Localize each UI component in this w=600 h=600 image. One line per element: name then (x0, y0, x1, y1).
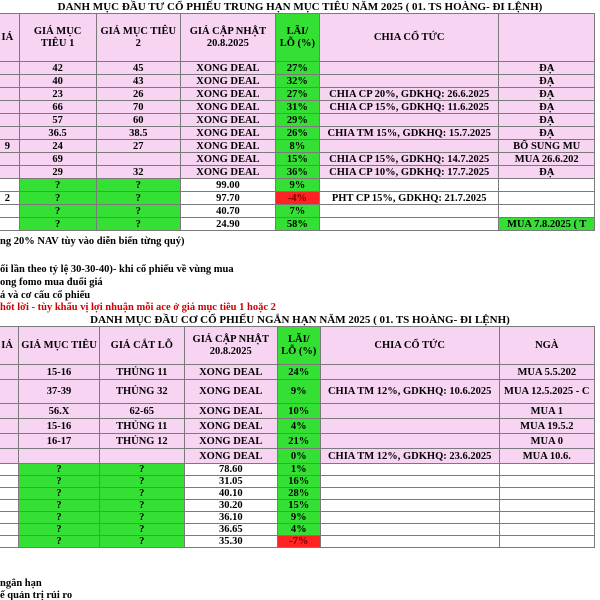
table-row (0, 140, 595, 153)
cell-col-4[interactable]: 31% (275, 101, 319, 114)
table-row (0, 75, 595, 88)
cell-col-3[interactable]: 40.10 (184, 488, 277, 500)
cell-col-2[interactable]: 26 (96, 88, 181, 101)
cell-col-1[interactable]: 57 (19, 114, 96, 127)
cell-col-4[interactable]: 16% (277, 476, 320, 488)
cell-col-2[interactable]: ? (96, 218, 181, 231)
cell-col-6[interactable]: MUA 12.5.2025 - C (499, 380, 594, 404)
cell-col-0[interactable] (0, 62, 19, 75)
cell-col-2[interactable] (96, 153, 181, 166)
col2-header-profit-loss[interactable]: LÃI/ LỖ (%) (277, 327, 320, 365)
col-header-updated-price[interactable]: GIÁ CẬP NHẬT 20.8.2025 (181, 14, 276, 62)
cell-col-0[interactable] (0, 449, 19, 464)
cell-col-0[interactable] (0, 179, 19, 192)
table-row (0, 512, 595, 524)
cell-col-3[interactable]: XONG DEAL (181, 75, 276, 88)
cell-col-0[interactable] (0, 101, 19, 114)
cell-col-3[interactable]: 35.30 (184, 536, 277, 548)
cell-col-6[interactable]: ĐẠ (499, 114, 595, 127)
cell-col-4[interactable]: 15% (277, 500, 320, 512)
cell-col-0[interactable] (0, 153, 19, 166)
col-header-profit-loss[interactable]: LÃI/ LỖ (%) (275, 14, 319, 62)
cell-col-0[interactable] (0, 404, 19, 419)
cell-col-0[interactable] (0, 434, 19, 449)
cell-col-6[interactable]: MUA 10.6. (499, 449, 594, 464)
cell-col-1[interactable]: ? (19, 218, 96, 231)
table2-title: DANH MỤC ĐẦU CƠ CỔ PHIẾU NGẮN HẠN NĂM 2025 ( 01. TS HOÀNG- ĐI LỆNH) (90, 314, 510, 326)
cell-col-2[interactable]: ? (99, 464, 184, 476)
cell-col-4[interactable]: 28% (277, 488, 320, 500)
col2-header-price[interactable]: IÁ (0, 327, 19, 365)
cell-col-1[interactable]: ? (19, 464, 100, 476)
cell-col-4[interactable]: 1% (277, 464, 320, 476)
table-row (0, 488, 595, 500)
cell-col-3[interactable]: XONG DEAL (181, 114, 276, 127)
cell-col-4[interactable]: 32% (275, 75, 319, 88)
cell-col-1[interactable]: 24 (19, 140, 96, 153)
cell-col-2[interactable]: THỦNG 11 (99, 365, 184, 380)
cell-col-2[interactable]: THỦNG 12 (99, 434, 184, 449)
cell-col-3[interactable]: 30.20 (184, 500, 277, 512)
cell-col-2[interactable]: 70 (96, 101, 181, 114)
cell-col-4[interactable]: 58% (275, 218, 319, 231)
table-row (0, 205, 595, 218)
cell-col-5[interactable]: CHIA CP 15%, GDKHQ: 14.7.2025 (319, 153, 498, 166)
table-row (0, 464, 595, 476)
cell-col-0[interactable] (0, 127, 19, 140)
cell-col-5[interactable] (320, 536, 499, 548)
cell-col-6[interactable]: BỔ SUNG MU (499, 140, 595, 153)
col-header-note[interactable] (499, 14, 595, 62)
cell-col-6[interactable]: MUA 26.6.202 (499, 153, 595, 166)
cell-col-2[interactable]: THỦNG 32 (99, 380, 184, 404)
note-6: hốt lời - tùy khẩu vị lợi nhuận mỗi ace ở giá mục tiêu 1 hoặc 2 (0, 302, 276, 313)
table-row (0, 380, 595, 404)
table-row (0, 218, 595, 231)
cell-col-1[interactable]: ? (19, 524, 100, 536)
cell-col-3[interactable]: XONG DEAL (184, 449, 277, 464)
cell-col-6[interactable]: ĐẠ (499, 166, 595, 179)
cell-col-4[interactable]: 24% (277, 365, 320, 380)
cell-col-1[interactable]: ? (19, 488, 100, 500)
table-row (0, 419, 595, 434)
cell-col-0[interactable] (0, 524, 19, 536)
cell-col-6[interactable]: ĐẠ (499, 88, 595, 101)
cell-col-1[interactable]: 23 (19, 88, 96, 101)
cell-col-5[interactable] (319, 218, 498, 231)
cell-col-3[interactable]: XONG DEAL (184, 419, 277, 434)
cell-col-2[interactable]: 45 (96, 62, 181, 75)
cell-col-2[interactable]: 62-65 (99, 404, 184, 419)
table-row (0, 404, 595, 419)
cell-col-4[interactable]: 8% (275, 140, 319, 153)
table1-title: DANH MỤC ĐẦU TƯ CỔ PHIẾU TRUNG HẠN MỤC TIÊU NĂM 2025 ( 01. TS HOÀNG- ĐI LỆNH) (57, 1, 543, 13)
cell-col-3[interactable]: 36.10 (184, 512, 277, 524)
note-1: ng 20% NAV tùy vào diễn biến từng quý) (0, 236, 185, 247)
cell-col-2[interactable]: ? (99, 488, 184, 500)
cell-col-6[interactable] (499, 488, 594, 500)
cell-col-0[interactable] (0, 365, 19, 380)
cell-col-2[interactable]: ? (99, 476, 184, 488)
cell-col-0[interactable] (0, 75, 19, 88)
cell-col-6[interactable]: MUA 1 (499, 404, 594, 419)
cell-col-1[interactable]: 15-16 (19, 419, 100, 434)
cell-col-3[interactable]: XONG DEAL (184, 434, 277, 449)
cell-col-3[interactable]: 97.70 (181, 192, 276, 205)
cell-col-6[interactable] (499, 512, 594, 524)
cell-col-4[interactable]: 10% (277, 404, 320, 419)
cell-col-1[interactable]: ? (19, 192, 96, 205)
cell-col-3[interactable]: 99.00 (181, 179, 276, 192)
cell-col-6[interactable] (499, 464, 594, 476)
cell-col-2[interactable]: ? (99, 512, 184, 524)
cell-col-5[interactable]: CHIA CP 15%, GDKHQ: 11.6.2025 (319, 101, 498, 114)
cell-col-5[interactable]: CHIA TM 12%, GDKHQ: 23.6.2025 (320, 449, 499, 464)
col2-header-stoploss[interactable]: GIÁ CẮT LỖ (99, 327, 184, 365)
cell-col-6[interactable] (499, 192, 595, 205)
cell-col-5[interactable] (319, 114, 498, 127)
col2-header-target[interactable]: GIÁ MỤC TIÊU (19, 327, 100, 365)
cell-col-5[interactable] (319, 62, 498, 75)
cell-col-1[interactable]: 66 (19, 101, 96, 114)
cell-col-0[interactable] (0, 500, 19, 512)
cell-col-6[interactable]: ĐẠ (499, 101, 595, 114)
cell-col-2[interactable]: 38.5 (96, 127, 181, 140)
table-row (0, 127, 595, 140)
cell-col-2[interactable]: ? (96, 192, 181, 205)
note2-2: ế quản trị rủi ro (0, 590, 73, 600)
cell-col-4[interactable]: -4% (275, 192, 319, 205)
table-row (0, 62, 595, 75)
cell-col-6[interactable]: ĐẠ (499, 127, 595, 140)
note-4: ong fomo mua đuổi giá (0, 277, 103, 288)
cell-col-2[interactable]: ? (99, 500, 184, 512)
col2-header-dividend[interactable]: CHIA CỔ TỨC (320, 327, 499, 365)
cell-col-6[interactable]: MUA 5.5.202 (499, 365, 594, 380)
cell-col-1[interactable]: 37-39 (19, 380, 100, 404)
cell-col-3[interactable]: XONG DEAL (181, 140, 276, 153)
cell-col-2[interactable]: ? (96, 179, 181, 192)
cell-col-3[interactable]: XONG DEAL (181, 153, 276, 166)
table2-short-term-portfolio (0, 326, 595, 548)
cell-col-0[interactable] (0, 114, 19, 127)
table-row (0, 500, 595, 512)
cell-col-4[interactable]: 0% (277, 449, 320, 464)
cell-col-4[interactable]: 15% (275, 153, 319, 166)
table1-medium-term-portfolio (0, 13, 595, 231)
cell-col-5[interactable] (320, 476, 499, 488)
cell-col-3[interactable]: 40.70 (181, 205, 276, 218)
table-row (0, 434, 595, 449)
cell-col-3[interactable]: XONG DEAL (181, 127, 276, 140)
note2-1: ngắn hạn (0, 578, 42, 589)
cell-col-6[interactable]: ĐẠ (499, 75, 595, 88)
cell-col-5[interactable] (319, 205, 498, 218)
cell-col-0[interactable] (0, 218, 19, 231)
cell-col-3[interactable]: XONG DEAL (184, 404, 277, 419)
cell-col-0[interactable] (0, 476, 19, 488)
cell-col-4[interactable]: 21% (277, 434, 320, 449)
cell-col-1[interactable]: 56.X (19, 404, 100, 419)
cell-col-6[interactable]: MUA 0 (499, 434, 594, 449)
cell-col-1[interactable]: 29 (19, 166, 96, 179)
cell-col-0[interactable] (0, 205, 19, 218)
cell-col-6[interactable]: MUA 7.8.2025 ( T (499, 218, 595, 231)
cell-col-0[interactable] (0, 512, 19, 524)
table-row (0, 114, 595, 127)
col-header-target1[interactable]: GIÁ MỤC TIÊU 1 (19, 14, 96, 62)
cell-col-0[interactable] (0, 488, 19, 500)
cell-col-1[interactable]: ? (19, 179, 96, 192)
cell-col-0[interactable]: 9 (0, 140, 19, 153)
cell-col-1[interactable]: 69 (19, 153, 96, 166)
cell-col-5[interactable]: CHIA CP 20%, GDKHQ: 26.6.2025 (319, 88, 498, 101)
cell-col-0[interactable] (0, 419, 19, 434)
cell-col-0[interactable] (0, 380, 19, 404)
cell-col-1[interactable]: 15-16 (19, 365, 100, 380)
table-row (0, 88, 595, 101)
cell-col-6[interactable] (499, 524, 594, 536)
table-row (0, 153, 595, 166)
table-row (0, 524, 595, 536)
cell-col-6[interactable]: ĐẠ (499, 62, 595, 75)
cell-col-4[interactable]: 4% (277, 419, 320, 434)
col-header-dividend[interactable]: CHIA CỔ TỨC (319, 14, 498, 62)
cell-col-3[interactable]: 24.90 (181, 218, 276, 231)
cell-col-2[interactable]: 43 (96, 75, 181, 88)
cell-col-5[interactable] (320, 365, 499, 380)
col2-header-updated-price[interactable]: GIÁ CẬP NHẬT 20.8.2025 (184, 327, 277, 365)
cell-col-5[interactable] (319, 140, 498, 153)
note-5: á và cơ cấu cổ phiếu (0, 290, 91, 301)
cell-col-5[interactable] (320, 524, 499, 536)
cell-col-5[interactable] (320, 512, 499, 524)
cell-col-1[interactable]: ? (19, 205, 96, 218)
cell-col-2[interactable]: ? (99, 536, 184, 548)
cell-col-0[interactable] (0, 166, 19, 179)
cell-col-4[interactable]: 26% (275, 127, 319, 140)
cell-col-4[interactable]: 27% (275, 88, 319, 101)
cell-col-5[interactable] (319, 179, 498, 192)
cell-col-1[interactable]: 40 (19, 75, 96, 88)
cell-col-5[interactable]: PHT CP 15%, GDKHQ: 21.7.2025 (319, 192, 498, 205)
cell-col-5[interactable]: CHIA TM 12%, GDKHQ: 10.6.2025 (320, 380, 499, 404)
cell-col-4[interactable]: 36% (275, 166, 319, 179)
cell-col-5[interactable] (320, 500, 499, 512)
cell-col-4[interactable]: 9% (277, 380, 320, 404)
table-row (0, 179, 595, 192)
cell-col-4[interactable]: 9% (275, 179, 319, 192)
cell-col-5[interactable]: CHIA TM 15%, GDKHQ: 15.7.2025 (319, 127, 498, 140)
cell-col-3[interactable]: XONG DEAL (181, 101, 276, 114)
table-row (0, 166, 595, 179)
col-header-price[interactable]: IÁ (0, 14, 19, 62)
cell-col-1[interactable]: ? (19, 536, 100, 548)
table-row (0, 476, 595, 488)
cell-col-1[interactable]: ? (19, 500, 100, 512)
cell-col-3[interactable]: XONG DEAL (181, 62, 276, 75)
cell-col-4[interactable]: 29% (275, 114, 319, 127)
cell-col-4[interactable]: 27% (275, 62, 319, 75)
cell-col-6[interactable] (499, 536, 594, 548)
cell-col-3[interactable]: XONG DEAL (181, 88, 276, 101)
cell-col-3[interactable]: 78.60 (184, 464, 277, 476)
cell-col-1[interactable]: ? (19, 512, 100, 524)
cell-col-3[interactable]: XONG DEAL (184, 380, 277, 404)
cell-col-6[interactable] (499, 500, 594, 512)
col-header-target2[interactable]: GIÁ MỤC TIÊU 2 (96, 14, 181, 62)
cell-col-2[interactable]: ? (99, 524, 184, 536)
cell-col-1[interactable] (19, 449, 100, 464)
cell-col-4[interactable]: 7% (275, 205, 319, 218)
cell-col-6[interactable] (499, 476, 594, 488)
cell-col-6[interactable] (499, 205, 595, 218)
cell-col-3[interactable]: 31.05 (184, 476, 277, 488)
cell-col-3[interactable]: XONG DEAL (181, 166, 276, 179)
cell-col-5[interactable] (320, 464, 499, 476)
cell-col-6[interactable]: MUA 19.5.2 (499, 419, 594, 434)
cell-col-5[interactable] (320, 434, 499, 449)
table-row (0, 101, 595, 114)
cell-col-0[interactable]: 2 (0, 192, 19, 205)
table-row (0, 536, 595, 548)
note-3: ối lần theo tỷ lệ 30-30-40)- khi cổ phiếu về vùng mua (0, 264, 234, 275)
cell-col-1[interactable]: ? (19, 476, 100, 488)
cell-col-5[interactable] (320, 488, 499, 500)
cell-col-2[interactable]: 60 (96, 114, 181, 127)
cell-col-4[interactable]: 4% (277, 524, 320, 536)
cell-col-0[interactable] (0, 88, 19, 101)
col2-header-date[interactable]: NGÀ (499, 327, 594, 365)
cell-col-0[interactable] (0, 536, 19, 548)
cell-col-6[interactable] (499, 179, 595, 192)
table-row (0, 365, 595, 380)
cell-col-2[interactable]: ? (96, 205, 181, 218)
cell-col-2[interactable]: 27 (96, 140, 181, 153)
cell-col-0[interactable] (0, 464, 19, 476)
cell-col-3[interactable]: XONG DEAL (184, 365, 277, 380)
cell-col-5[interactable]: CHIA CP 10%, GDKHQ: 17.7.2025 (319, 166, 498, 179)
cell-col-2[interactable]: THỦNG 11 (99, 419, 184, 434)
cell-col-1[interactable]: 42 (19, 62, 96, 75)
cell-col-1[interactable]: 36.5 (19, 127, 96, 140)
cell-col-4[interactable]: -7% (277, 536, 320, 548)
cell-col-5[interactable] (320, 404, 499, 419)
cell-col-3[interactable]: 36.65 (184, 524, 277, 536)
table-row (0, 192, 595, 205)
cell-col-4[interactable]: 9% (277, 512, 320, 524)
cell-col-2[interactable]: 32 (96, 166, 181, 179)
cell-col-2[interactable] (99, 449, 184, 464)
cell-col-1[interactable]: 16-17 (19, 434, 100, 449)
table-row (0, 449, 595, 464)
cell-col-5[interactable] (320, 419, 499, 434)
cell-col-5[interactable] (319, 75, 498, 88)
